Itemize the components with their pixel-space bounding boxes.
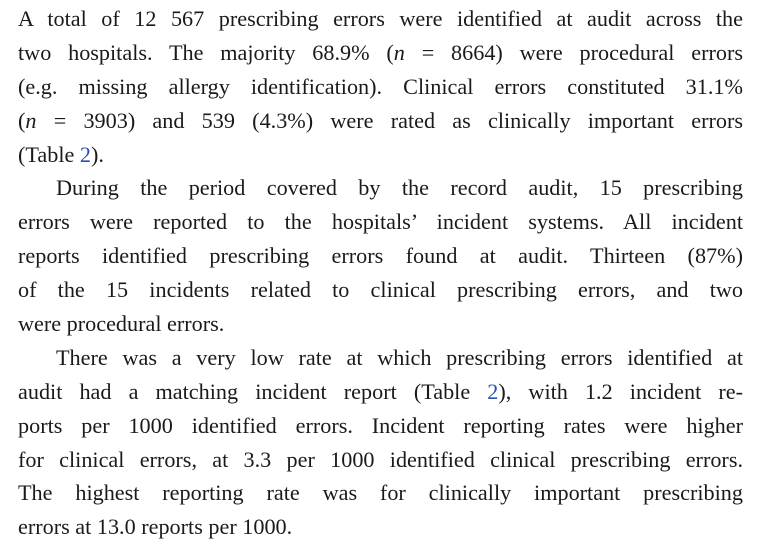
text-line: errors were reported to the hospitals’ incident systems. All incident (18, 209, 743, 235)
paragraph-incident-reports (18, 171, 743, 340)
text-segment: audit had a matching incident report (Table (18, 378, 488, 404)
text-segment: two hospitals. The majority 68.9% ( (18, 39, 394, 65)
text-line: A total of 12 567 prescribing errors were identified at audit across the (18, 6, 743, 31)
italic-n: n (25, 107, 37, 133)
text-line: During the period covered by the record audit, 15 prescribing (56, 175, 743, 201)
text-line (18, 375, 743, 409)
paragraph-reporting-rates (18, 341, 743, 544)
table-2-link[interactable]: 2 (79, 141, 91, 167)
text-line: (e.g. missing allergy identification). Clinical errors constituted 31.1% (18, 73, 743, 99)
italic-n: n (393, 39, 405, 65)
text-segment: = 3903) and 539 (4.3%) were rated as clinically important errors (36, 107, 743, 133)
text-line: of the 15 incidents related to clinical prescribing errors, and two (18, 277, 743, 303)
text-line: were procedural errors. (18, 311, 225, 337)
text-line (18, 104, 743, 138)
text-line: ports per 1000 identified errors. Incident reporting rates were higher (18, 412, 743, 438)
text-line: The highest reporting rate was for clinically important prescribing (18, 480, 743, 506)
text-line: errors at 13.0 reports per 1000. (18, 514, 293, 540)
text-segment: = 8664) were procedural errors (404, 39, 743, 65)
text-segment: (Table (18, 141, 80, 167)
table-2-link[interactable]: 2 (487, 378, 499, 404)
paragraph-audit-totals (18, 2, 743, 171)
article-body (18, 2, 743, 544)
text-line: reports identified prescribing errors found at audit. Thirteen (87%) (18, 243, 743, 269)
text-segment: ( (18, 107, 26, 133)
text-line: for clinical errors, at 3.3 per 1000 identified clinical prescribing errors. (18, 446, 743, 472)
text-segment: ). (91, 141, 104, 167)
text-line (18, 36, 743, 70)
text-line: There was a very low rate at which prescribing errors identified at (56, 344, 743, 370)
text-segment: ), with 1.2 incident re- (498, 378, 743, 404)
text-line (18, 138, 743, 172)
